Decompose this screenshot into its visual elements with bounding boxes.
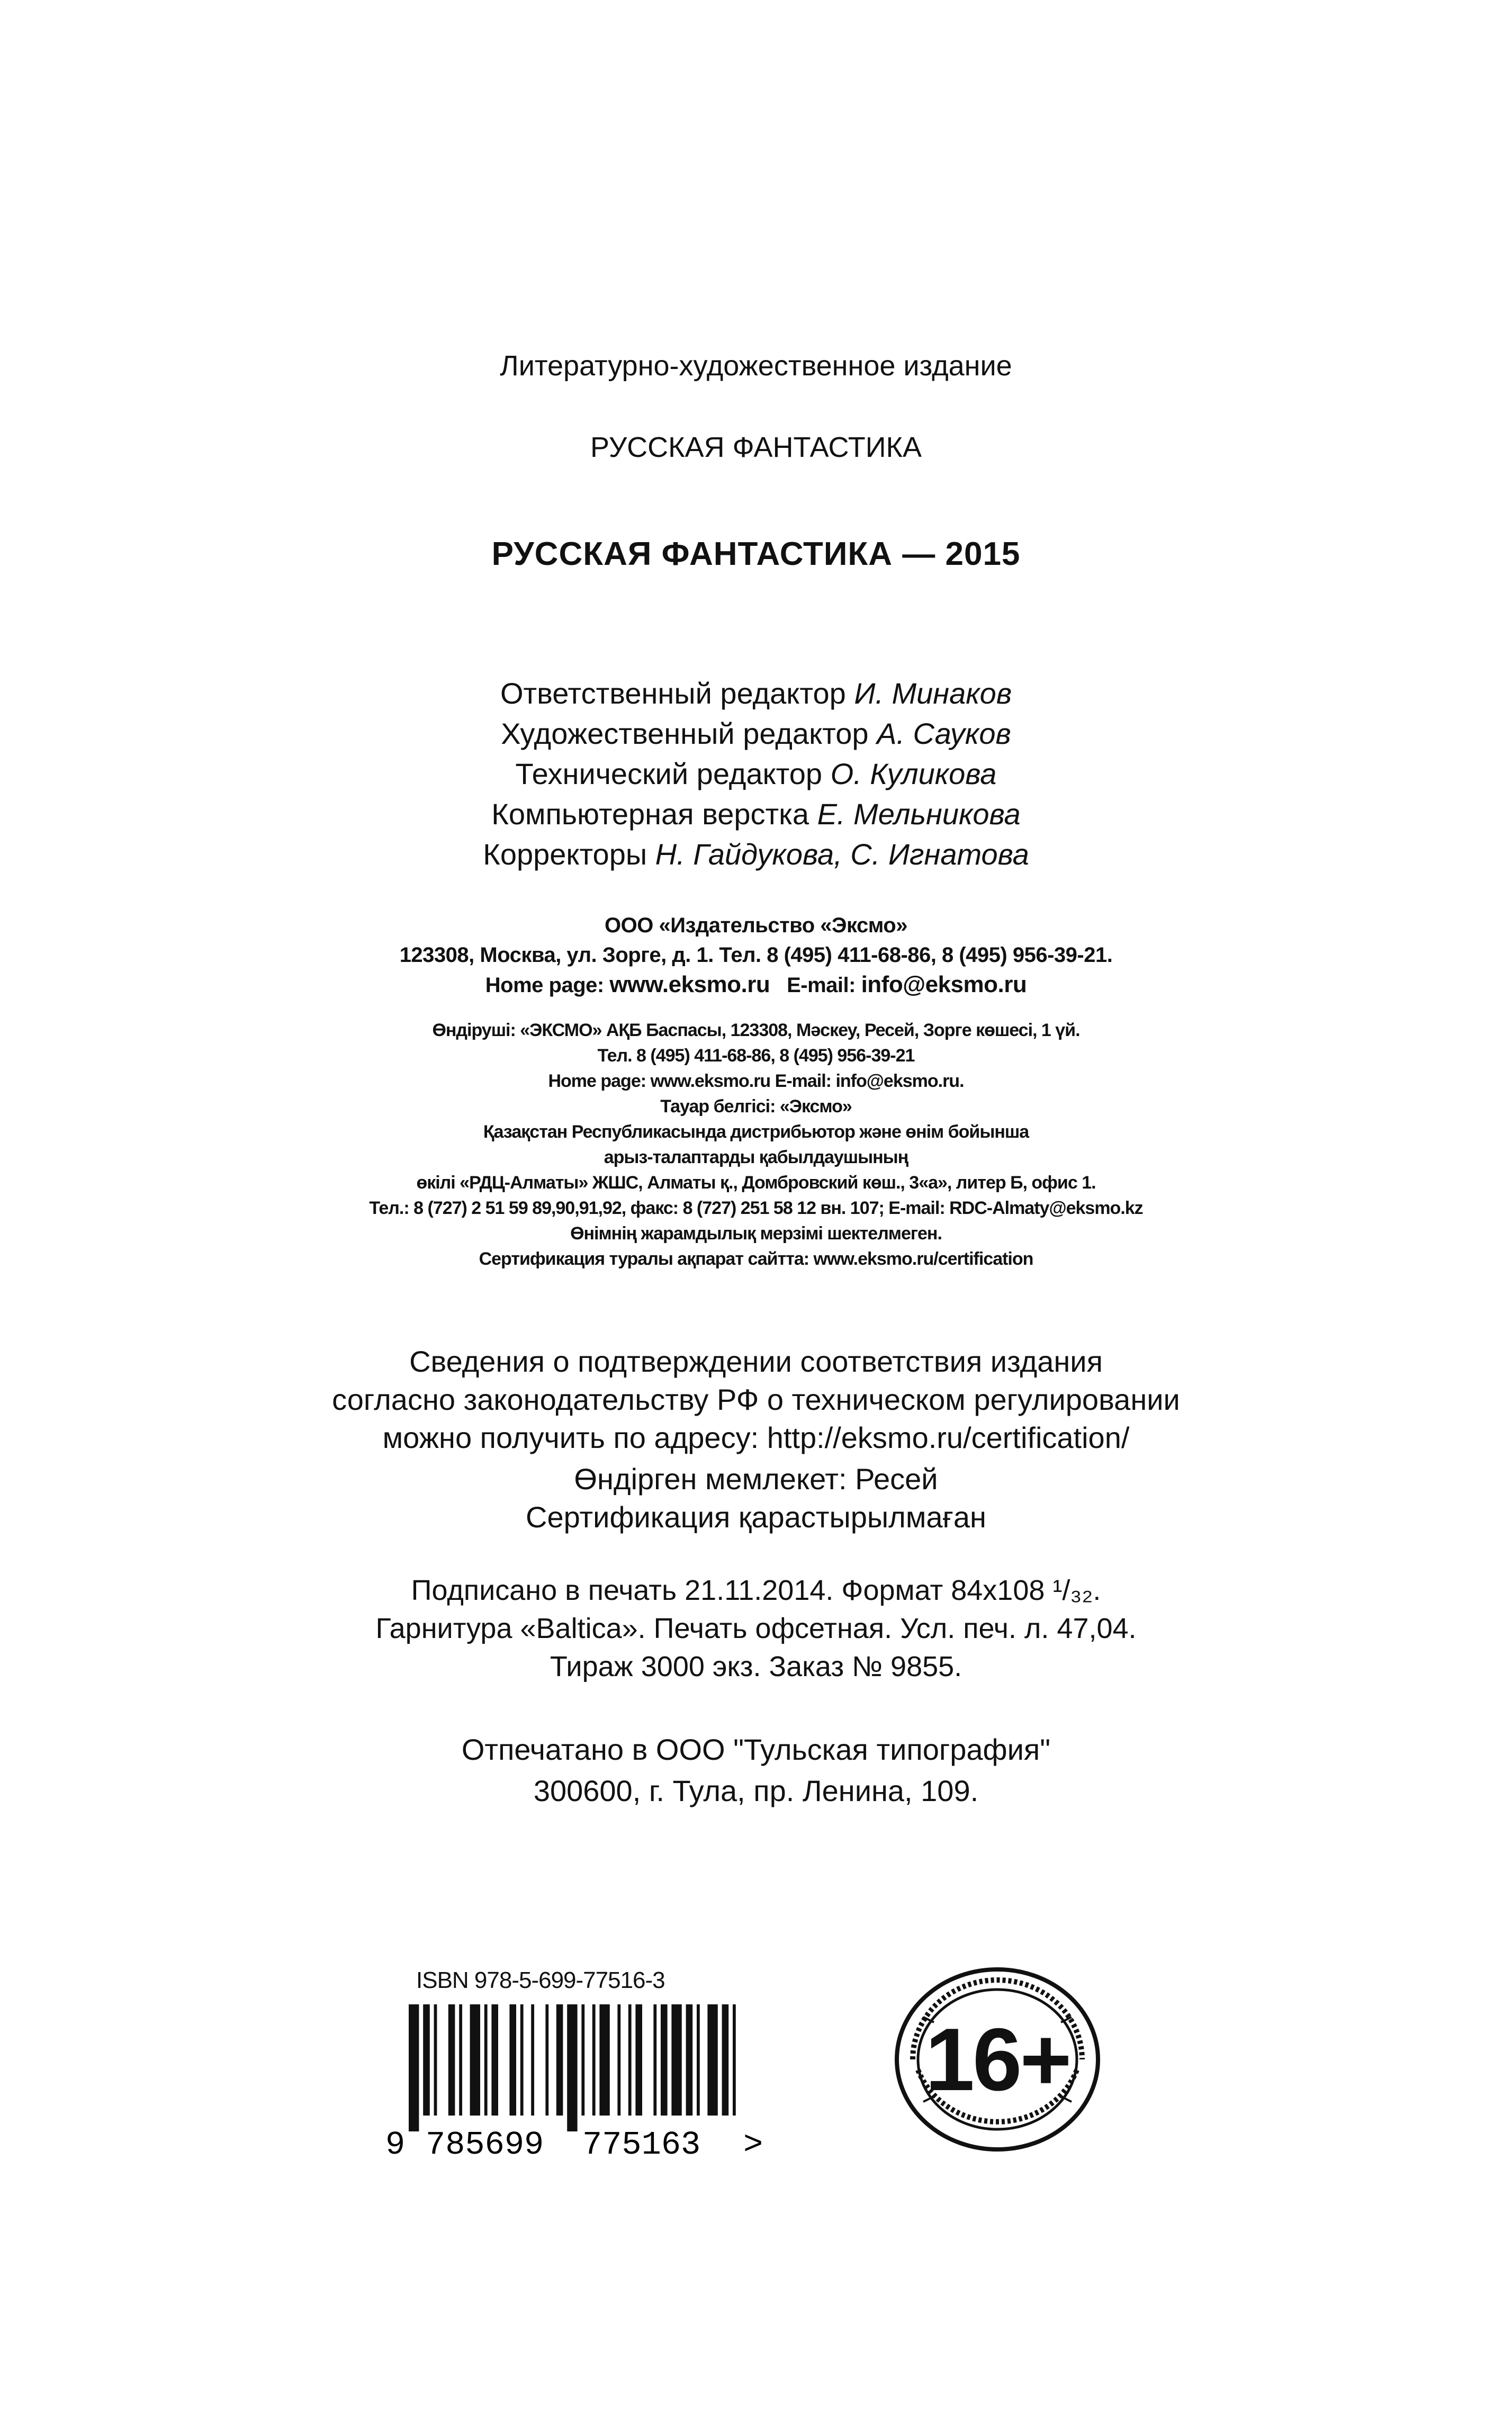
email-link[interactable]: info@eksmo.ru [861,971,1027,997]
barcode-bar [423,2004,430,2116]
barcode-bar [531,2004,534,2116]
credit-role: Ответственный редактор [500,677,846,710]
print-line: Подписано в печать 21.11.2014. Формат 84x108 ¹/₃₂. [411,1574,1101,1606]
credit-role: Художественный редактор [501,717,869,750]
series-label: РУССКАЯ ФАНТАСТИКА [590,431,922,463]
barcode-bar [697,2004,700,2116]
credit-role: Компьютерная верстка [491,797,809,831]
isbn-barcode [381,1967,773,2158]
publisher-address: 123308, Москва, ул. Зорге, д. 1. Тел. 8 (495) 411-68-86, 8 (495) 956-39-21. [399,943,1113,967]
home-page-link[interactable]: www.eksmo.ru [609,971,770,997]
age-rating-stamp [881,1954,1114,2165]
barcode-bar [567,2004,577,2131]
credit-name: Е. Мельникова [817,797,1021,831]
barcode-bar [520,2004,524,2116]
publisher-contacts [0,970,1512,1000]
genre-label: Литературно-художественное издание [500,350,1012,382]
barcode-bar [686,2004,693,2116]
certification-line: согласно законодательству РФ о техническом регулировании [332,1383,1180,1416]
age-rating-value: 16+ [925,2009,1070,2109]
barcode-bar [671,2004,681,2116]
kazakh-line: өкілі «РДЦ-Алматы» ЖШС, Алматы қ., Домбровский көш., 3«а», литер Б, офис 1. [416,1173,1096,1193]
credit-row [0,714,1512,754]
publisher-block [0,911,1512,1000]
book-title: РУССКАЯ ФАНТАСТИКА — 2015 [491,536,1021,572]
kazakh-line: Home page: www.eksmo.ru E-mail: info@eksmo.ru. [548,1071,964,1091]
barcode-bar [722,2004,729,2116]
barcode-bar [635,2004,642,2116]
barcode-bar [617,2004,620,2116]
barcode-bar [491,2004,498,2116]
origin-line: Өндірген мемлекет: Ресей [574,1462,938,1496]
publisher-name: ООО «Издательство «Эксмо» [605,914,907,937]
email-label: E-mail: [787,974,856,997]
barcode-bar [653,2004,656,2116]
credit-name: А. Сауков [877,717,1011,750]
print-specs-block [0,1571,1512,1686]
print-line: Тираж 3000 экз. Заказ № 9855. [550,1651,962,1682]
kazakh-line: Тел.: 8 (727) 2 51 59 89,90,91,92, факс: 8 (727) 251 58 12 вн. 107; E-mail: RDC-Almaty@eksmo.kz [369,1198,1143,1218]
kazakh-line: Өндіруші: «ЭКСМО» АҚБ Баспасы, 123308, Мәскеу, Ресей, Зорге көшесі, 1 үй. [432,1020,1080,1040]
certification-line: Сведения о подтверждении соответствия издания [409,1345,1103,1378]
kazakh-line: Тауар белгісі: «Эксмо» [660,1096,852,1117]
kazakh-line: Өнімнің жарамдылық мерзімі шектелмеген. [570,1223,942,1244]
barcode-bar [661,2004,668,2116]
barcode-bar [581,2004,584,2116]
print-line: Гарнитура «Baltica». Печать офсетная. Усл. печ. л. 47,04. [375,1613,1137,1644]
origin-line: Сертификация қарастырылмаған [526,1500,986,1534]
barcode-bar [556,2004,563,2116]
barcode-digits-left: 785699 [426,2126,544,2158]
barcode-digit-first: 9 [385,2126,406,2158]
kazakh-line: Қазақстан Республикасында дистрибьютор және өнім бойынша [483,1122,1029,1142]
barcode-bar [509,2004,516,2116]
barcode-bar [459,2004,462,2116]
credit-row [0,754,1512,794]
credits-block [0,673,1512,875]
barcode-bar [409,2004,419,2131]
kazakh-line: Сертификация туралы ақпарат сайтта: www.eksmo.ru/certification [479,1249,1033,1269]
kazakh-line: арыз-талаптарды қабылдаушының [604,1147,908,1167]
barcode-bar [733,2004,736,2116]
barcode-digits-right: 775163 [582,2126,701,2158]
barcode-bar [628,2004,632,2116]
barcode-icon [381,2004,773,2158]
credit-name: И. Минаков [854,677,1012,710]
credit-role: Корректоры [483,838,647,871]
printer-line: Отпечатано в ООО "Тульская типография" [461,1733,1051,1766]
origin-block [0,1460,1512,1536]
credit-role: Технический редактор [515,757,822,790]
barcode-bar [592,2004,596,2116]
kazakh-line: Тел. 8 (495) 411-68-86, 8 (495) 956-39-21 [597,1046,915,1066]
home-page-label: Home page: [485,974,604,997]
barcode-bar [707,2004,717,2116]
barcode-bar [545,2004,548,2116]
barcode-bar [448,2004,455,2116]
certification-block [0,1343,1512,1457]
printer-line: 300600, г. Тула, пр. Ленина, 109. [533,1774,979,1807]
isbn-label: ISBN 978-5-699-77516-3 [416,1967,665,1993]
kazakh-info-block [0,1018,1512,1272]
barcode-bar [599,2004,609,2116]
credit-row [0,794,1512,834]
certification-line: можно получить по адресу: http://eksmo.ru/certification/ [382,1421,1130,1454]
barcode-bar [470,2004,480,2116]
credit-row [0,673,1512,714]
credit-name: О. Куликова [830,757,997,790]
barcode-quiet-mark: > [743,2126,763,2158]
barcode-bar [434,2004,437,2116]
credit-row [0,834,1512,875]
barcode-bar [484,2004,488,2116]
credit-name: Н. Гайдукова, С. Игнатова [655,838,1029,871]
printer-block [0,1729,1512,1812]
